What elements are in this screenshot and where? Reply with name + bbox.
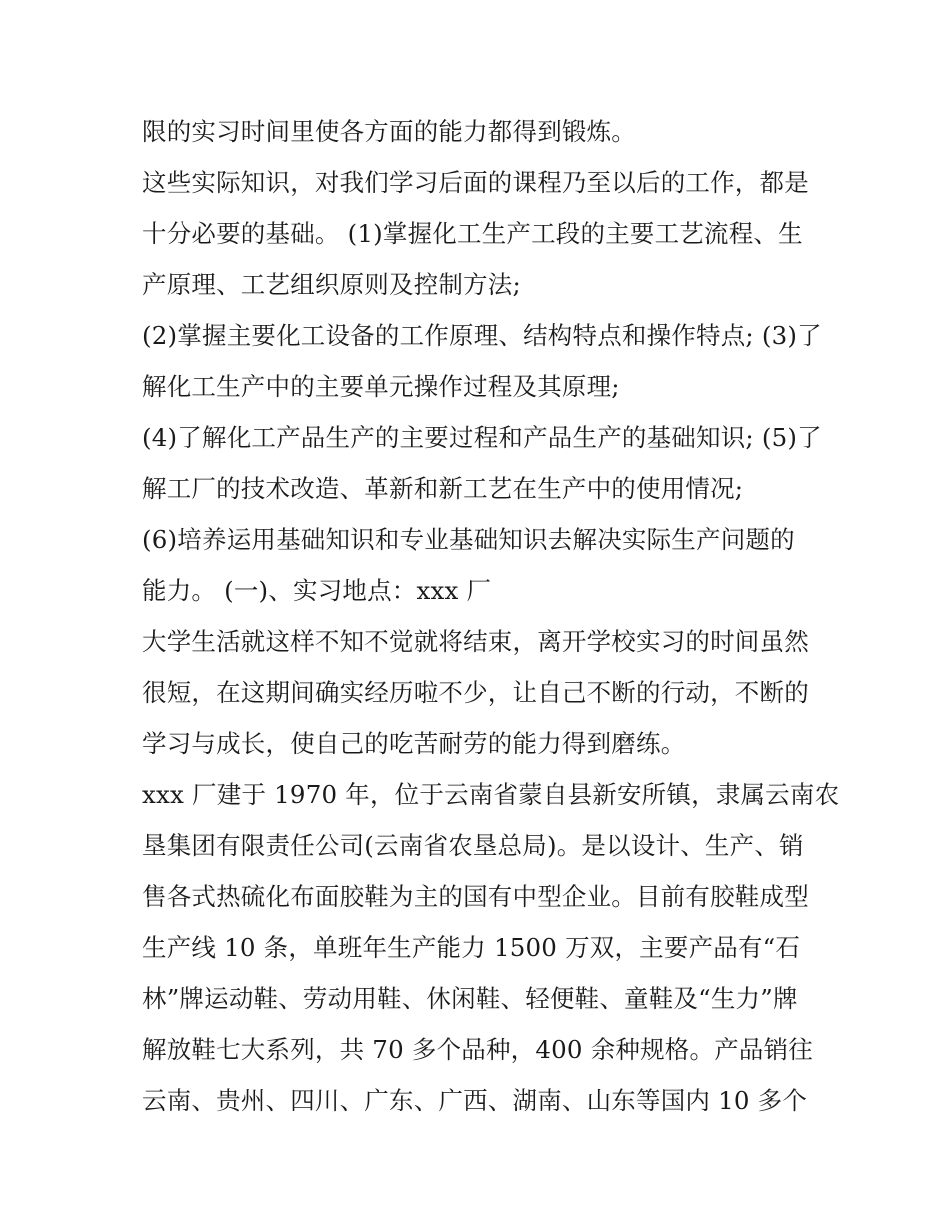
text-line: 云南、贵州、四川、广东、广西、湖南、山东等国内 10 多个 (142, 1086, 808, 1115)
text-line: 解工厂的技术改造、革新和新工艺在生产中的使用情况; (142, 474, 744, 503)
text-line: (6)培养运用基础知识和专业基础知识去解决实际生产问题的 (142, 525, 795, 554)
text-line: 十分必要的基础。 (1)掌握化工生产工段的主要工艺流程、生 (142, 219, 803, 248)
text-line: 解化工生产中的主要单元操作过程及其原理; (142, 372, 620, 401)
text-line: 售各式热硫化布面胶鞋为主的国有中型企业。目前有胶鞋成型 (142, 882, 809, 911)
text-line: 能力。 (一)、实习地点：xxx 厂 (142, 576, 492, 605)
text-line: 这些实际知识，对我们学习后面的课程乃至以后的工作，都是 (142, 168, 809, 197)
body-text (142, 106, 840, 1126)
text-line: 生产线 10 条，单班年生产能力 1500 万双，主要产品有“石 (142, 933, 801, 962)
text-line: 很短，在这期间确实经历啦不少，让自己不断的行动，不断的 (142, 678, 809, 707)
text-line: 大学生活就这样不知不觉就将结束，离开学校实习的时间虽然 (142, 627, 809, 656)
text-line: (4)了解化工产品生产的主要过程和产品生产的基础知识; (5)了 (142, 423, 822, 452)
text-line: xxx 厂建于 1970 年，位于云南省蒙自县新安所镇，隶属云南农 (142, 780, 840, 809)
text-line: 限的实习时间里使各方面的能力都得到锻炼。 (142, 117, 636, 146)
text-line: 垦集团有限责任公司(云南省农垦总局)。是以设计、生产、销 (142, 831, 804, 860)
text-line: 林”牌运动鞋、劳动用鞋、休闲鞋、轻便鞋、童鞋及“生力”牌 (142, 984, 798, 1013)
text-line: 解放鞋七大系列，共 70 多个品种，400 余种规格。产品销往 (142, 1035, 813, 1064)
text-line: 学习与成长，使自己的吃苦耐劳的能力得到磨练。 (142, 729, 686, 758)
text-line: (2)掌握主要化工设备的工作原理、结构特点和操作特点; (3)了 (142, 321, 822, 350)
text-line: 产原理、工艺组织原则及控制方法; (142, 270, 521, 299)
